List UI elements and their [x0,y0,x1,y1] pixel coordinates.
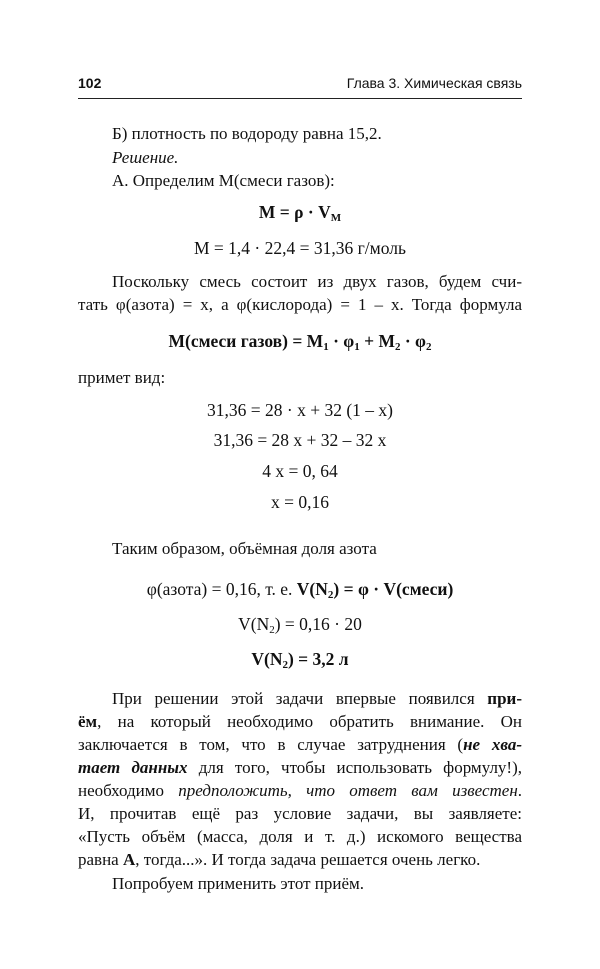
paragraph3-line4 [78,757,522,779]
p3-l1-plain: При решении этой задачи впервые появился [112,689,488,708]
p3-l1-bold: при- [487,689,522,708]
paragraph1-line1: Поскольку смесь состоит из двух газов, будем счи- [112,272,522,291]
p3-l4-bold-italic: тает данных [78,758,188,777]
vn2-result-p1: V(N [251,649,283,669]
paragraph3-line3 [78,734,522,756]
phi-plain: φ(азота) = 0,16, т. е. [146,579,297,599]
part-b-line: Б) плотность по водороду равна 15,2. [112,124,382,143]
vn2-calc-p2: ) = 0,16 · 20 [274,614,362,634]
paragraph4-line1: Попробуем применить этот приём. [112,874,365,893]
chapter-title: Глава 3. Химическая связь [346,75,522,91]
paragraph3-line7: «Пусть объём (масса, доля и т. д.) искомого вещества [78,827,522,846]
running-header [78,72,522,94]
paragraph2-line1: Таким образом, объёмная доля азота [112,539,377,558]
mixture-p3: + M [359,331,395,351]
paragraph3-line6: И, прочитав ещё раз условие задачи, вы заявляете: [78,804,522,823]
phi-b2: ) = φ · V(смеси) [333,579,454,599]
p3-l2-bold: ём [78,712,98,731]
paragraph3-line1 [112,688,522,710]
paragraph1-line3: примет вид: [78,368,166,387]
equation-2: 31,36 = 28 x + 32 – 32 x [213,430,387,450]
formula-molar-mass-main: M = ρ · V [258,202,331,222]
solution-label-text: Решение. [112,148,179,167]
phi-sub: 2 [327,589,334,601]
equation-3: 4 x = 0, 64 [262,461,338,481]
solution-label [112,147,522,169]
p3-l4-plain: для того, чтобы использовать формулу!), [187,758,523,777]
mixture-p1: M(смеси газов) = M [168,331,324,351]
phi-b1: V(N [296,579,328,599]
p3-l5-plain: необходимо [78,781,179,800]
mixture-s1: 1 [323,341,329,353]
header-rule [78,98,522,99]
p3-l2-plain: , на который необходимо обратить внимание. Он [97,712,522,731]
p3-l8-bold: А [122,850,136,869]
mixture-s4: 2 [425,341,432,353]
mixture-s2: 1 [354,341,360,353]
formula-vn2-calc [78,613,522,635]
p3-l3-plain: заключается в том, что в случае затруднения ( [78,735,464,754]
formula-molar-mass-sub: M [330,212,342,224]
mixture-p4: · φ [400,331,426,351]
paragraph1-line2: тать φ(азота) = x, а φ(кислорода) = 1 – x. Тогда формула [78,295,522,314]
page-number: 102 [78,75,102,91]
p3-l5-end: . [517,781,523,800]
mixture-s3: 2 [394,341,401,353]
formula-molar-mass [78,201,522,223]
equation-4: x = 0,16 [271,492,329,512]
paragraph3-line2 [78,711,522,733]
step-a-line: А. Определим M(смеси газов): [112,171,335,190]
formula-phi-line [78,578,522,600]
mixture-p2: · φ [328,331,355,351]
p3-l8-a: равна [78,850,123,869]
formula-vn2-result [78,648,522,670]
p3-l3-bold-italic: не хва- [463,735,523,754]
equation-1: 31,36 = 28 · x + 32 (1 – x) [207,400,393,420]
paragraph3-line8 [78,849,522,871]
vn2-result-p2: ) = 3,2 л [287,649,349,669]
paragraph3-line5 [78,780,522,802]
vn2-calc-sub: 2 [269,624,275,636]
p3-l8-b: , тогда...». И тогда задача решается очень легко. [135,850,481,869]
formula-mixture [78,330,522,352]
formula-molar-mass-calc: M = 1,4 · 22,4 = 31,36 г/моль [194,238,406,258]
vn2-result-sub: 2 [282,659,288,671]
p3-l5-italic: предположить, что ответ вам известен [178,781,518,800]
vn2-calc-p1: V(N [238,614,270,634]
